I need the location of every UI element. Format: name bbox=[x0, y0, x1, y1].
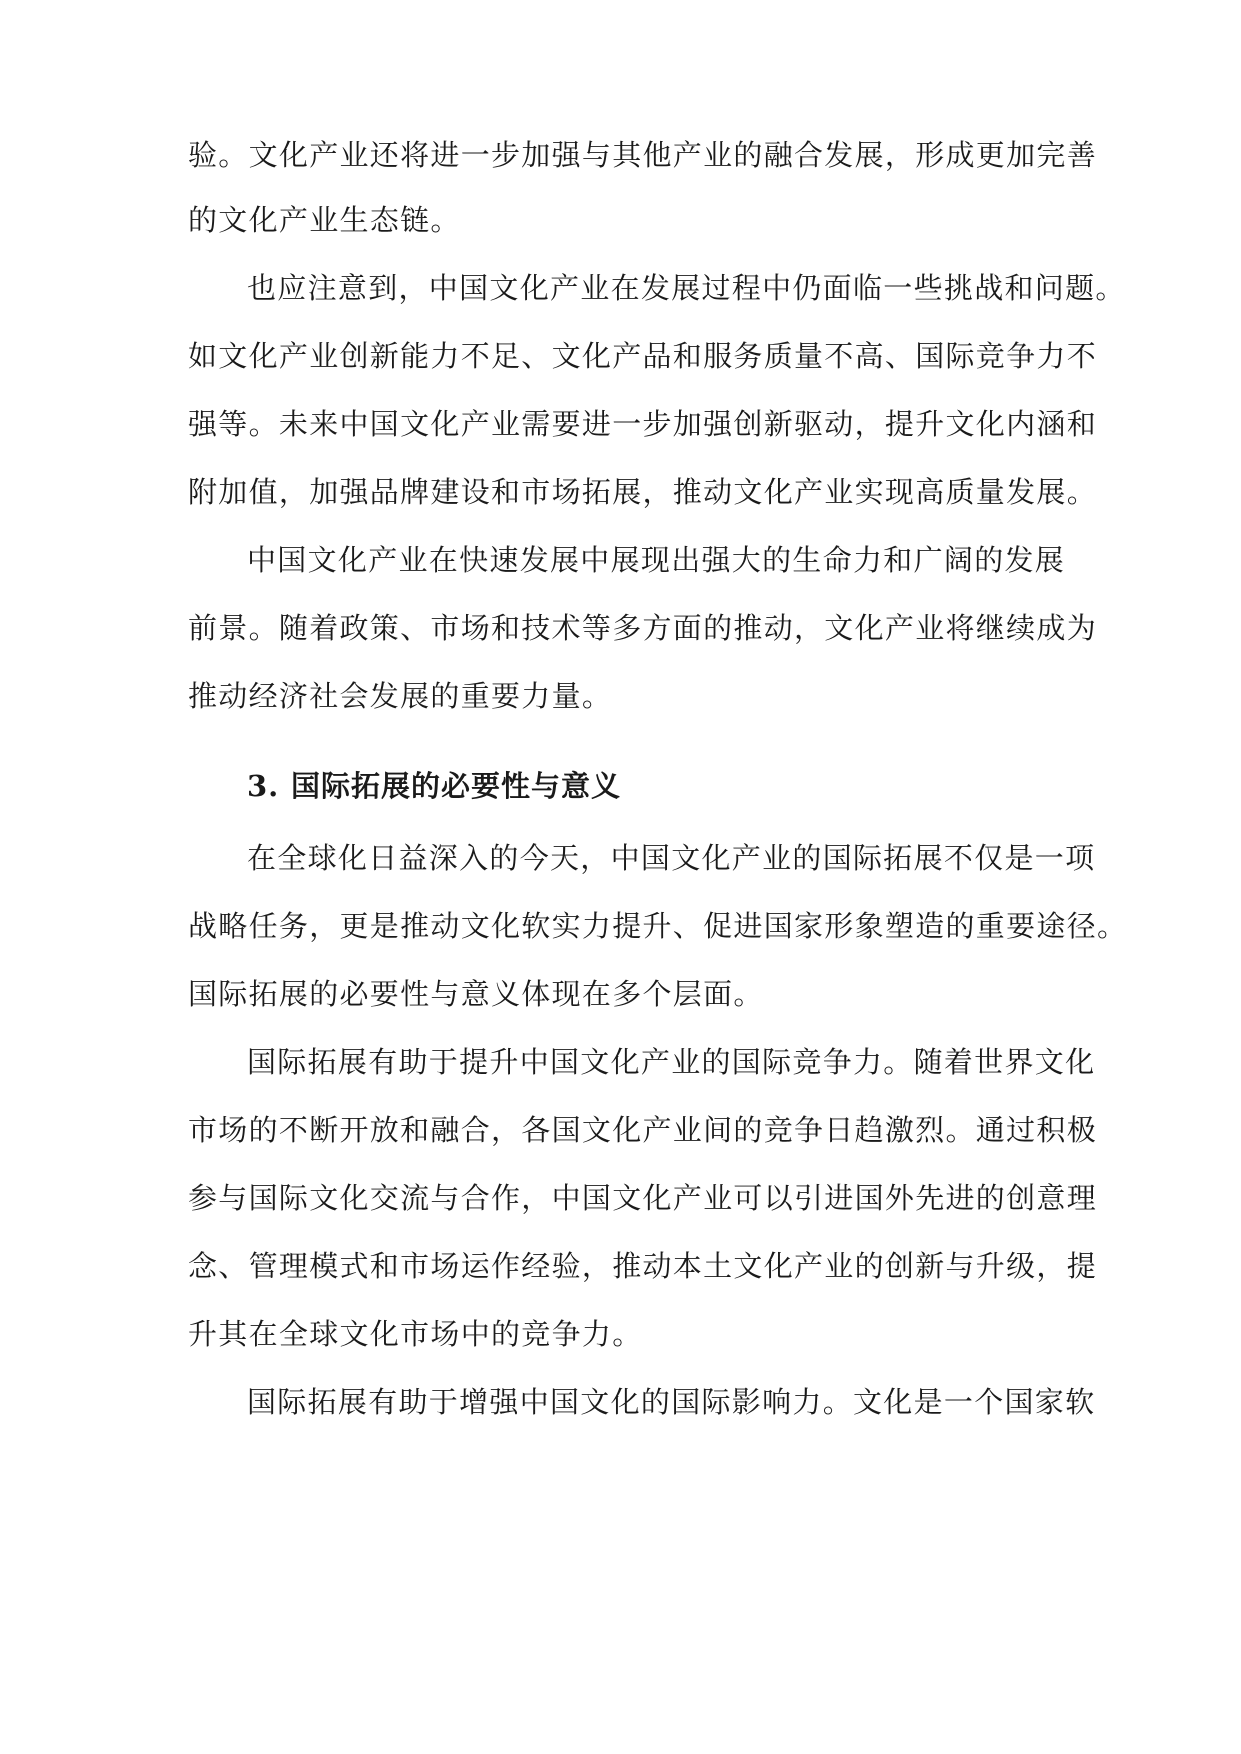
text-line: 参与国际文化交流与合作，中国文化产业可以引进国外先进的创意理 bbox=[188, 1181, 1098, 1215]
text-line: 战略任务，更是推动文化软实力提升、促进国家形象塑造的重要途径。 bbox=[188, 909, 1128, 943]
section-title: 国际拓展的必要性与意义 bbox=[291, 769, 622, 803]
text-line: 念、管理模式和市场运作经验，推动本土文化产业的创新与升级，提 bbox=[188, 1249, 1098, 1283]
text-line: 强等。未来中国文化产业需要进一步加强创新驱动，提升文化内涵和 bbox=[188, 407, 1098, 441]
text-line: 前景。随着政策、市场和技术等多方面的推动，文化产业将继续成为 bbox=[188, 611, 1098, 645]
text-line: 国际拓展有助于增强中国文化的国际影响力。文化是一个国家软 bbox=[247, 1385, 1096, 1419]
text-line: 升其在全球文化市场中的竞争力。 bbox=[188, 1317, 643, 1351]
text-line: 推动经济社会发展的重要力量。 bbox=[188, 679, 613, 713]
text-line: 如文化产业创新能力不足、文化产品和服务质量不高、国际竞争力不 bbox=[188, 339, 1098, 373]
text-line: 在全球化日益深入的今天，中国文化产业的国际拓展不仅是一项 bbox=[247, 841, 1096, 875]
text-line: 国际拓展有助于提升中国文化产业的国际竞争力。随着世界文化 bbox=[247, 1045, 1096, 1079]
text-line: 验。文化产业还将进一步加强与其他产业的融合发展，形成更加完善 bbox=[188, 138, 1098, 172]
text-line: 也应注意到，中国文化产业在发展过程中仍面临一些挑战和问题。 bbox=[247, 271, 1126, 305]
text-line: 国际拓展的必要性与意义体现在多个层面。 bbox=[188, 977, 764, 1011]
text-line: 的文化产业生态链。 bbox=[188, 203, 461, 237]
text-line: 中国文化产业在快速发展中展现出强大的生命力和广阔的发展 bbox=[247, 543, 1066, 577]
text-line: 附加值，加强品牌建设和市场拓展，推动文化产业实现高质量发展。 bbox=[188, 475, 1098, 509]
section-number: 3. bbox=[247, 769, 280, 803]
section-heading bbox=[247, 766, 621, 806]
text-line: 市场的不断开放和融合，各国文化产业间的竞争日趋激烈。通过积极 bbox=[188, 1113, 1098, 1147]
